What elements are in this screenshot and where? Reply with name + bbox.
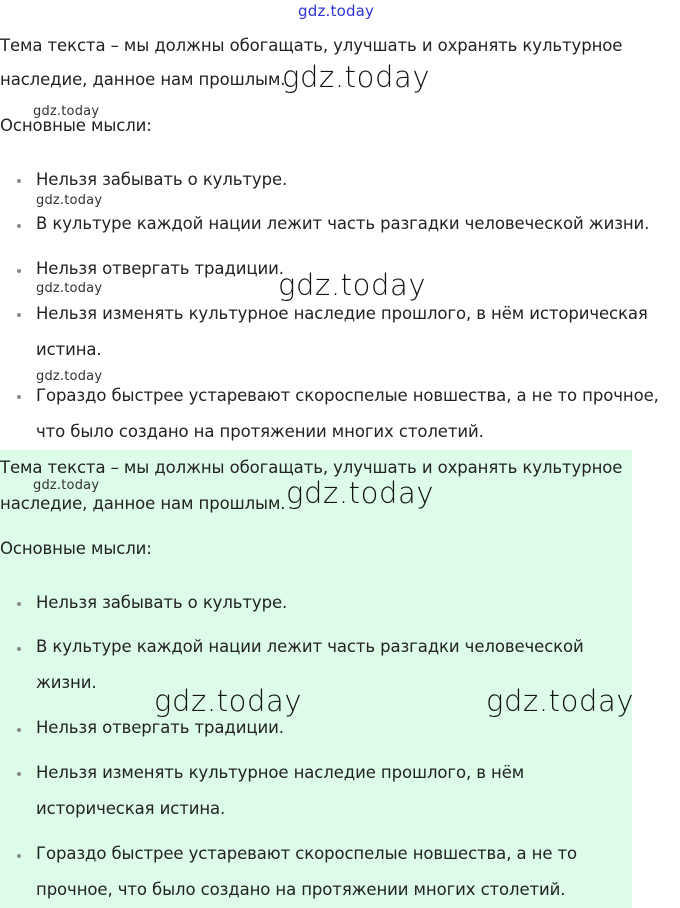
list-item-text: В культуре каждой нации лежит часть разгадки человеческой	[36, 637, 584, 656]
list-item-text: Нельзя отвергать традиции.	[36, 718, 284, 737]
answer-block-highlighted	[0, 450, 635, 908]
watermark-large: gdz.today	[282, 60, 431, 94]
list-item-text: Нельзя забывать о культуре.	[36, 170, 288, 189]
theme-line-2: наследие, данное нам прошлым.	[0, 70, 286, 89]
bullet-icon	[17, 602, 21, 606]
bullet-icon	[17, 224, 21, 228]
list-item-text: Нельзя отвергать традиции.	[36, 259, 284, 278]
watermark-large: gdz.today	[286, 476, 435, 510]
watermark-large: gdz.today	[278, 268, 427, 302]
list-item-text-continued: что было создано на протяжении многих столетий.	[36, 422, 484, 441]
watermark-header: gdz.today	[298, 2, 375, 20]
list-item-text: Нельзя изменять культурное наследие прошлого, в нём	[36, 763, 525, 782]
list-item-text-continued: истина.	[36, 340, 102, 359]
bullet-icon	[17, 395, 21, 399]
main-ideas-label: Основные мысли:	[0, 116, 152, 135]
bullet-icon	[17, 179, 21, 183]
bullet-icon	[17, 772, 21, 776]
bullet-icon	[17, 313, 21, 317]
watermark-small: gdz.today	[33, 104, 100, 119]
list-item-text-continued: историческая истина.	[36, 799, 226, 818]
bullet-icon	[17, 728, 21, 732]
bullet-icon	[17, 269, 21, 273]
watermark-small: gdz.today	[36, 193, 103, 208]
theme-line-2: наследие, данное нам прошлым.	[0, 494, 286, 513]
watermark-large: gdz.today	[486, 684, 635, 718]
list-item-text: Гораздо быстрее устаревают скороспелые новшества, а не то	[36, 844, 578, 863]
bullet-icon	[17, 647, 21, 651]
watermark-small: gdz.today	[36, 369, 103, 384]
list-item-text: Гораздо быстрее устаревают скороспелые новшества, а не то прочное,	[36, 386, 659, 405]
main-ideas-label: Основные мысли:	[0, 539, 152, 558]
list-item-text: Нельзя забывать о культуре.	[36, 593, 288, 612]
list-item-text: В культуре каждой нации лежит часть разгадки человеческой жизни.	[36, 214, 650, 233]
watermark-large: gdz.today	[154, 684, 303, 718]
list-item-text-continued: прочное, что было создано на протяжении многих столетий.	[36, 880, 566, 899]
bullet-icon	[17, 854, 21, 858]
watermark-small: gdz.today	[36, 281, 103, 296]
list-item-text-continued: жизни.	[36, 673, 97, 692]
theme-line-1: Тема текста – мы должны обогащать, улучшать и охранять культурное	[0, 458, 623, 477]
list-item-text: Нельзя изменять культурное наследие прошлого, в нём историческая	[36, 304, 648, 323]
theme-line-1: Тема текста – мы должны обогащать, улучшать и охранять культурное	[0, 36, 623, 55]
watermark-small: gdz.today	[33, 478, 100, 493]
